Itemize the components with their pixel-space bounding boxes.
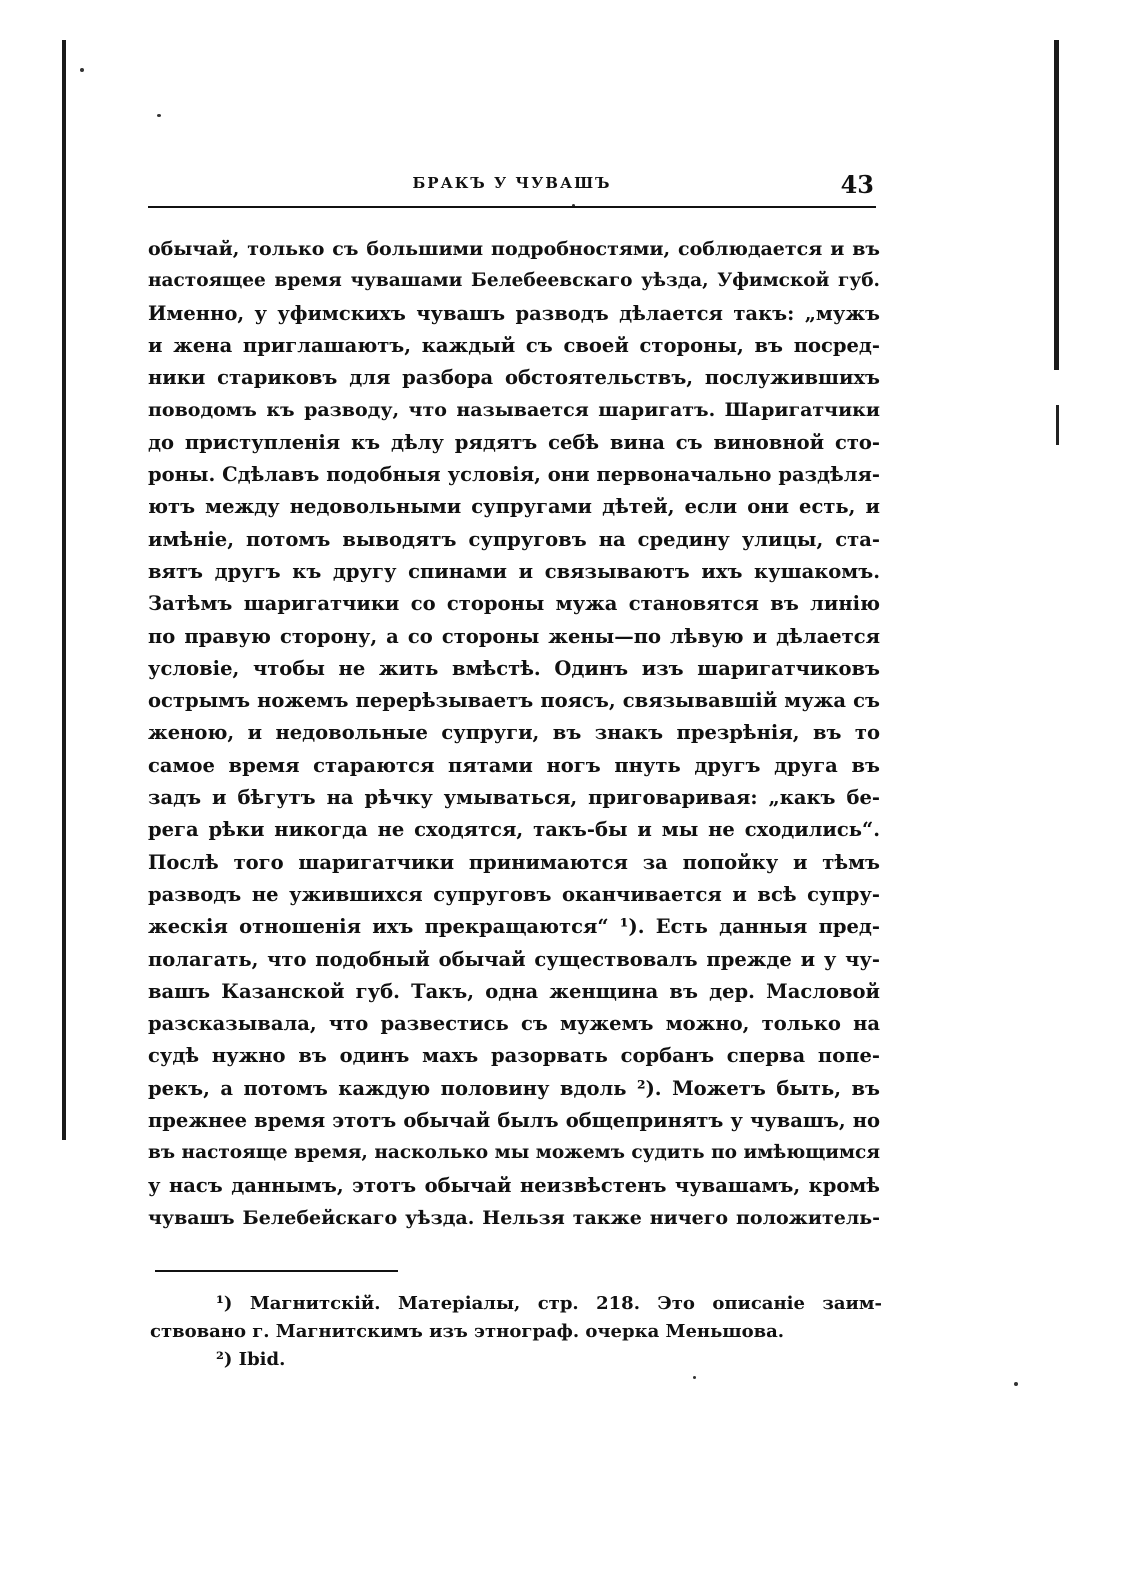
text-line: ютъ между недовольными супругами дѣтей, если они есть, и	[148, 495, 880, 519]
text-line: имѣніе, потомъ выводятъ супруговъ на средину улицы, ста-	[148, 527, 880, 551]
text-line: обычай, только съ большими подробностями, соблюдается и въ	[148, 238, 880, 260]
text-line: по правую сторону, а со стороны жены—по лѣвую и дѣлается	[148, 624, 880, 648]
scan-edge-right	[1054, 40, 1059, 370]
text-line: Затѣмъ шаригатчики со стороны мужа становятся въ линію	[148, 592, 880, 616]
text-line: судѣ нужно въ одинъ махъ разорвать сорбанъ сперва попе-	[148, 1044, 880, 1068]
scan-speck	[693, 1376, 696, 1379]
scan-edge-left	[62, 40, 66, 1140]
text-line: жескія отношенія ихъ прекращаются“ ¹). Есть данныя пред-	[148, 915, 880, 939]
text-line: Именно, у уфимскихъ чувашъ разводъ дѣлается такъ: „мужъ	[148, 301, 880, 325]
text-line: вятъ другъ къ другу спинами и связываютъ ихъ кушакомъ.	[148, 559, 880, 583]
text-line: рега рѣки никогда не сходятся, такъ-бы и мы не сходились“.	[148, 818, 880, 842]
footnote-rule	[155, 1270, 398, 1272]
text-line: Послѣ того шаригатчики принимаются за попойку и тѣмъ	[148, 850, 880, 874]
scan-speck	[1014, 1382, 1018, 1386]
text-line: поводомъ къ разводу, что называется шаригатъ. Шаригатчики	[148, 399, 880, 422]
running-title: БРАКЪ У ЧУВАШЪ	[412, 174, 612, 192]
text-line: разводъ не ужившихся супруговъ оканчивается и всѣ супру-	[148, 882, 880, 906]
text-line: разсказывала, что развестись съ мужемъ можно, только на	[148, 1012, 880, 1036]
page-number: 43	[840, 170, 874, 199]
text-line: полагать, что подобный обычай существовалъ прежде и у чу-	[148, 947, 880, 971]
text-line: до приступленія къ дѣлу рядятъ себѣ вина съ виновной сто-	[148, 430, 880, 454]
text-line: женою, и недовольные супруги, въ знакъ презрѣнія, въ то	[148, 721, 880, 745]
text-line: острымъ ножемъ перерѣзываетъ поясъ, связывавшій мужа съ	[148, 689, 880, 713]
scan-speck	[80, 68, 84, 72]
text-line: задъ и бѣгутъ на рѣчку умываться, приговаривая: „какъ бе-	[148, 786, 880, 810]
body-text	[148, 233, 880, 1234]
footnotes	[150, 1290, 882, 1374]
text-line: рекъ, а потомъ каждую половину вдоль ²). Можетъ быть, въ	[148, 1076, 880, 1100]
footnote-1-line-1: ¹) Магнитскій. Матеріалы, стр. 218. Это описаніе заим-	[216, 1293, 882, 1314]
footnote-1-line-2: ствовано г. Магнитскимъ изъ этнограф. очерка Меньшова.	[150, 1321, 785, 1342]
text-line: прежнее время этотъ обычай былъ общепринятъ у чувашъ, но	[148, 1109, 880, 1133]
text-line: въ настояще время, насколько мы можемъ судить по имѣющимся	[148, 1142, 880, 1164]
text-line: самое время стараются пятами ногъ пнуть другъ друга въ	[148, 753, 880, 777]
text-line: ники стариковъ для разбора обстоятельствъ, послужившихъ	[148, 366, 880, 390]
scan-edge-right-fragment	[1056, 405, 1059, 445]
footnote-2: ²) Ibid.	[216, 1349, 286, 1370]
text-line: у насъ даннымъ, этотъ обычай неизвѣстенъ чувашамъ, кромѣ	[148, 1173, 880, 1197]
text-line: чувашъ Белебейскаго уѣзда. Нельзя также ничего положитель-	[148, 1206, 880, 1229]
text-line: и жена приглашаютъ, каждый съ своей стороны, въ посред-	[148, 333, 880, 357]
scan-speck	[157, 114, 161, 117]
text-line: роны. Сдѣлавъ подобныя условія, они первоначально раздѣля-	[148, 463, 880, 487]
text-line: настоящее время чувашами Белебеевскаго уѣзда, Уфимской губ.	[148, 270, 880, 292]
text-line: вашъ Казанской губ. Такъ, одна женщина въ дер. Масловой	[148, 979, 880, 1003]
text-line: условіе, чтобы не жить вмѣстѣ. Одинъ изъ шаригатчиковъ	[148, 656, 880, 680]
running-head	[148, 172, 876, 208]
